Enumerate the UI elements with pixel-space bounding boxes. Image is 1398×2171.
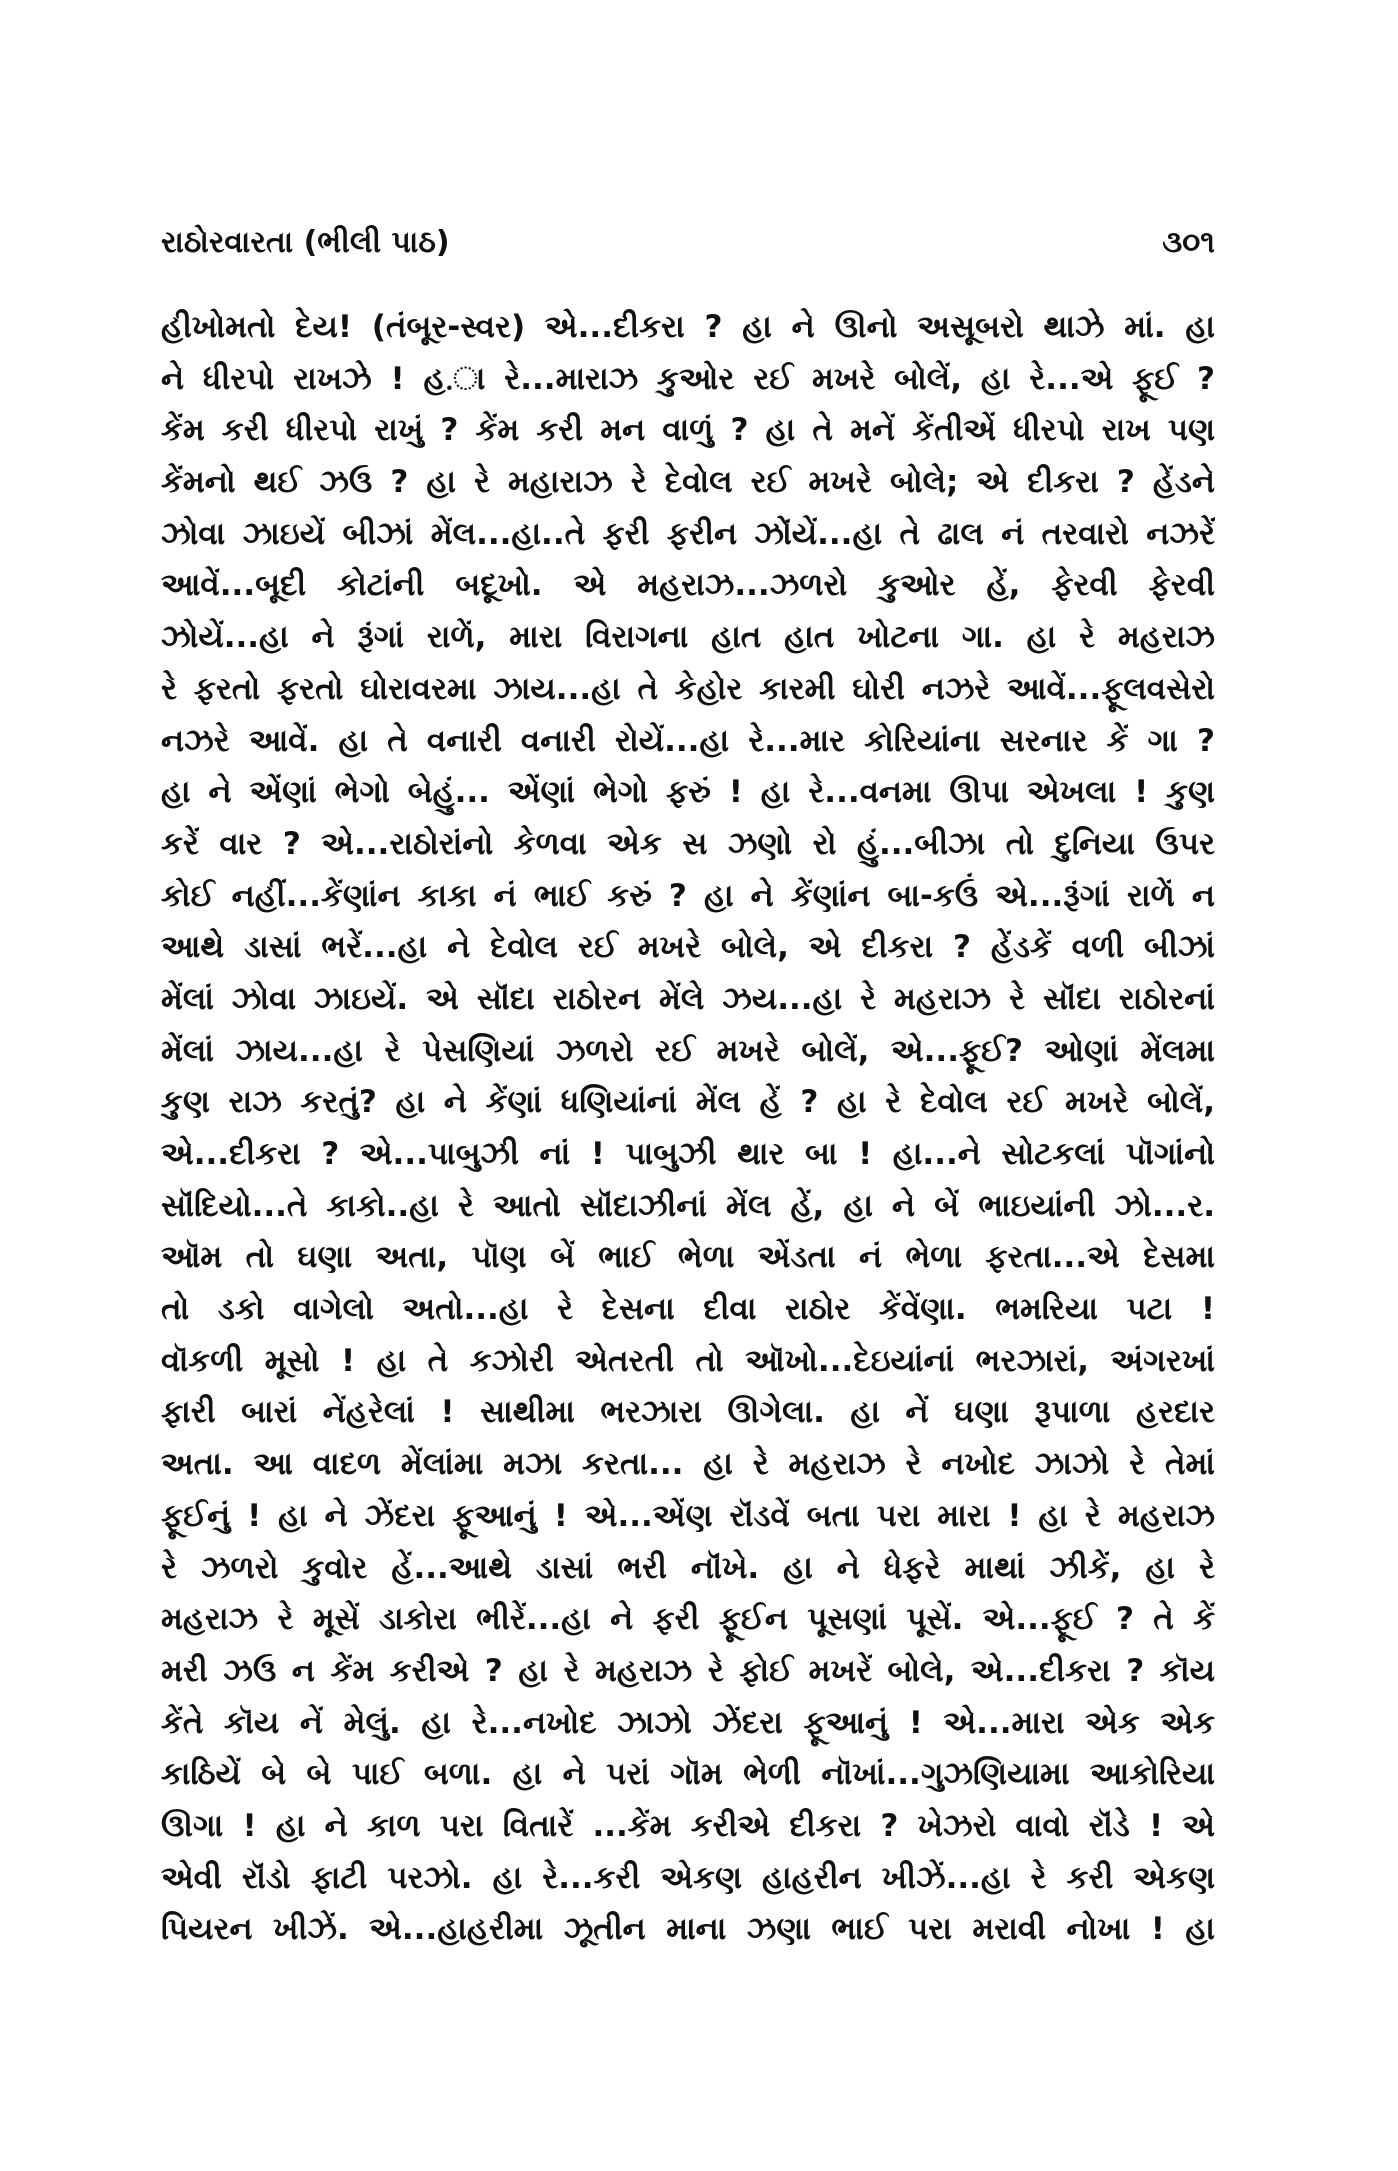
text-line-content: હા ને એંણાં ભેગો બેહું... એંણાં ભેગો ફરું ! હા રે...વનમા ઊપા એખલા ! કુણ	[161, 774, 1215, 811]
text-line-content: વૉકળી મૂસો ! હા તે કઝોરી એતરતી તો ઑખો...દેઇયાંનાં ભરઝારાં, અંગરખાં	[161, 1342, 1215, 1379]
text-line	[161, 767, 1215, 819]
text-line-content: ને ધીરપો રાખઝે ! હ.ા રે...મારાઝ કુઓર રઈ મખરે બોલેં, હા રે...એ ફૂઈ ?	[161, 360, 1215, 397]
text-line-content: અતા. આ વાદળ મેંલાંમા મઝા કરતા... હા રે મહરાઝ રે નખોદ ઝાઝો રે તેમાં	[161, 1446, 1215, 1483]
text-line-content: ઊગા ! હા ને કાળ પરા વિતારેં ...કેંમ કરીએ દીકરા ? ખેઝરો વાવો રૉંડે ! એ	[161, 1807, 1215, 1844]
text-line-content: કેંમ કરી ધીરપો રાખું ? કેંમ કરી મન વાળું ? હા તે મનેં કેંતીએં ધીરપો રાખ પણ	[161, 412, 1215, 449]
text-line-content: કાઠિયેં બે બે પાઈ બળા. હા ને પરાં ગૉમ ભેળી નૉખાં...ગુઝણિયામા આકોરિયા	[161, 1756, 1215, 1793]
text-line-content: તો ડકો વાગેલો અતો...હા રે દેસના દીવા રાઠોર કેંવેંણા. ભમરિયા પટા !	[161, 1291, 1215, 1328]
text-line	[161, 302, 1215, 354]
text-line-content: રે ફરતો ફરતો ઘોરાવરમા ઝાય...હા તે કેહોર કારમી ઘોરી નઝરે આવેં...ફૂલવસેરો	[161, 670, 1215, 707]
text-line-content: કરેં વાર ? એ...રાઠોરાંનો કેળવા એક સ ઝણો રો હું...બીઝા તો દુનિયા ઉપર	[161, 825, 1215, 862]
text-line-content: આવેં...બૂદી કોટાંની બદૂખો. એ મહરાઝ...ઝળરો કુઓર હેં, ફેરવી ફેરવી	[161, 567, 1215, 604]
text-line	[161, 1077, 1215, 1129]
text-line-content: કેંતે કૉય નેં મેલું. હા રે...નખોદ ઝાઝો ઝેંદરા ફૂઆનું ! એ...મારા એક એક	[161, 1704, 1215, 1741]
text-line	[161, 457, 1215, 509]
text-line	[161, 871, 1215, 923]
text-line	[161, 509, 1215, 561]
text-line	[161, 1387, 1215, 1439]
text-line	[161, 1129, 1215, 1181]
text-line	[161, 1439, 1215, 1491]
text-line	[161, 1543, 1215, 1595]
text-line	[161, 1232, 1215, 1284]
body-text	[161, 302, 1215, 1956]
text-line	[161, 1026, 1215, 1078]
text-line-content: ઝોવા ઝાઇયેં બીઝાં મેંલ...હા..તે ફરી ફરીન ઝોંયેં...હા તે ઢાલ નં તરવારો નઝરેં	[161, 515, 1215, 552]
text-line	[161, 819, 1215, 871]
text-line-content: ઝોયેં...હા ને રૂંગાં રાળેં, મારા વિરાગના હાત હાત ખોટના ગા. હા રે મહરાઝ	[161, 619, 1215, 656]
text-line-content: ઑમ તો ઘણા અતા, પૉણ બેં ભાઈ ભેળા એંડતા નં ભેળા ફરતા...એ દેસમા	[161, 1239, 1215, 1276]
text-line-content: મહરાઝ રે મૂસેં ડાકોરા ભીરેં...હા ને ફરી ફૂઈન પૂસણાં પૂસેં. એ...ફૂઈ ? તે કેં	[161, 1601, 1215, 1638]
text-line	[161, 716, 1215, 768]
text-line	[161, 1181, 1215, 1233]
text-line	[161, 664, 1215, 716]
text-line	[161, 1749, 1215, 1801]
text-line-content: રે ઝળરો કુવોર હેં...આથે ડાસાં ભરી નૉંખે. હા ને ધેફરે માથાં ઝીકેં, હા રે	[161, 1549, 1215, 1586]
text-line-content: પિયરન ખીઝેં. એ...હાહરીમા ઝૂતીન માના ઝણા ભાઈ પરા મરાવી નોખા ! હા	[161, 1911, 1215, 1948]
text-line-content: હીખોમતો દેય! (તંબૂર-સ્વર) એ...દીકરા ? હા ને ઊનો અસૂબરો થાઝે માં. હા	[161, 309, 1215, 345]
text-line-content: નઝરે આવેં. હા તે વનારી વનારી રોયેં...હા રે...માર કોરિયાંના સરનાર કેં ગા ?	[161, 722, 1215, 759]
text-line	[161, 1284, 1215, 1336]
text-line-content: કુણ રાઝ કરતું? હા ને કેંણાં ધણિયાંનાં મેંલ હેં ? હા રે દેવોલ રઈ મખરે બોલેં,	[161, 1084, 1215, 1121]
text-line-content: આથે ડાસાં ભરેં...હા ને દેવોલ રઈ મખરે બોલે, એ દીકરા ? હેંડકેં વળી બીઝાં	[161, 929, 1215, 966]
text-line	[161, 1646, 1215, 1698]
text-line-content: કેંમનો થઈ ઝઉ ? હા રે મહારાઝ રે દેવોલ રઈ મખરે બોલે; એ દીકરા ? હેંડને	[161, 464, 1215, 501]
text-line-content: એ...દીકરા ? એ...પાબુઝી નાં ! પાબુઝી થાર બા ! હા...ને સોટકલાં પૉગાંનો	[161, 1136, 1215, 1172]
text-line	[161, 1904, 1215, 1956]
text-line	[161, 560, 1215, 612]
text-line	[161, 1801, 1215, 1853]
text-line	[161, 405, 1215, 457]
text-line-content: મેંલાં ઝોવા ઝાઇયેં. એ સૉંદા રાઠોરન મેંલે ઝય...હા રે મહરાઝ રે સૉંદા રાઠોરનાં	[161, 980, 1215, 1017]
text-line-content: ફૂઈનું ! હા ને ઝેંદરા ફૂઆનું ! એ...એંણ રૉંડવેં બતા પરા મારા ! હા રે મહરાઝ	[161, 1497, 1215, 1534]
page-number: ૩૦૧	[1162, 225, 1215, 260]
running-head	[161, 220, 1215, 266]
text-line	[161, 1336, 1215, 1388]
text-line-content: મરી ઝઉ ન કેંમ કરીએ ? હા રે મહરાઝ રે ફોઈ મખરેં બોલે, એ...દીકરા ? કૉય	[161, 1652, 1215, 1689]
text-line	[161, 1698, 1215, 1750]
text-line	[161, 1853, 1215, 1905]
text-line-content: ફારી બારાં નેંહરેલાં ! સાથીમા ભરઝારા ઊગેલા. હા નેં ઘણા રૂપાળા હરદાર	[161, 1394, 1215, 1431]
text-line-content: એવી રૉંડો ફાટી પરઝો. હા રે...કરી એકણ હાહરીન ખીઝેં...હા રે કરી એકણ	[161, 1859, 1215, 1896]
text-line	[161, 922, 1215, 974]
text-line	[161, 354, 1215, 406]
text-line	[161, 974, 1215, 1026]
chapter-title: રાઠોરવારતા (ભીલી પાઠ)	[161, 225, 450, 260]
text-line	[161, 1594, 1215, 1646]
text-line-content: સૉંદિયો...તે કાકો..હા રે આતો સૉંદાઝીનાં મેંલ હેં, હા ને બેં ભાઇયાંની ઝો...ર.	[161, 1187, 1215, 1224]
text-line	[161, 1491, 1215, 1543]
text-line	[161, 612, 1215, 664]
text-line-content: મેંલાં ઝાય...હા રે પેસણિયાં ઝળરો રઈ મખરે બોલેં, એ...ફૂઈ? ઓણાં મેંલમા	[161, 1032, 1215, 1069]
text-line-content: કોઈ નહીં...કેંણાંન કાકા નં ભાઈ કરું ? હા ને કેંણાંન બા-કઉં એ...રૂંગાં રાળેં ન	[161, 877, 1215, 914]
